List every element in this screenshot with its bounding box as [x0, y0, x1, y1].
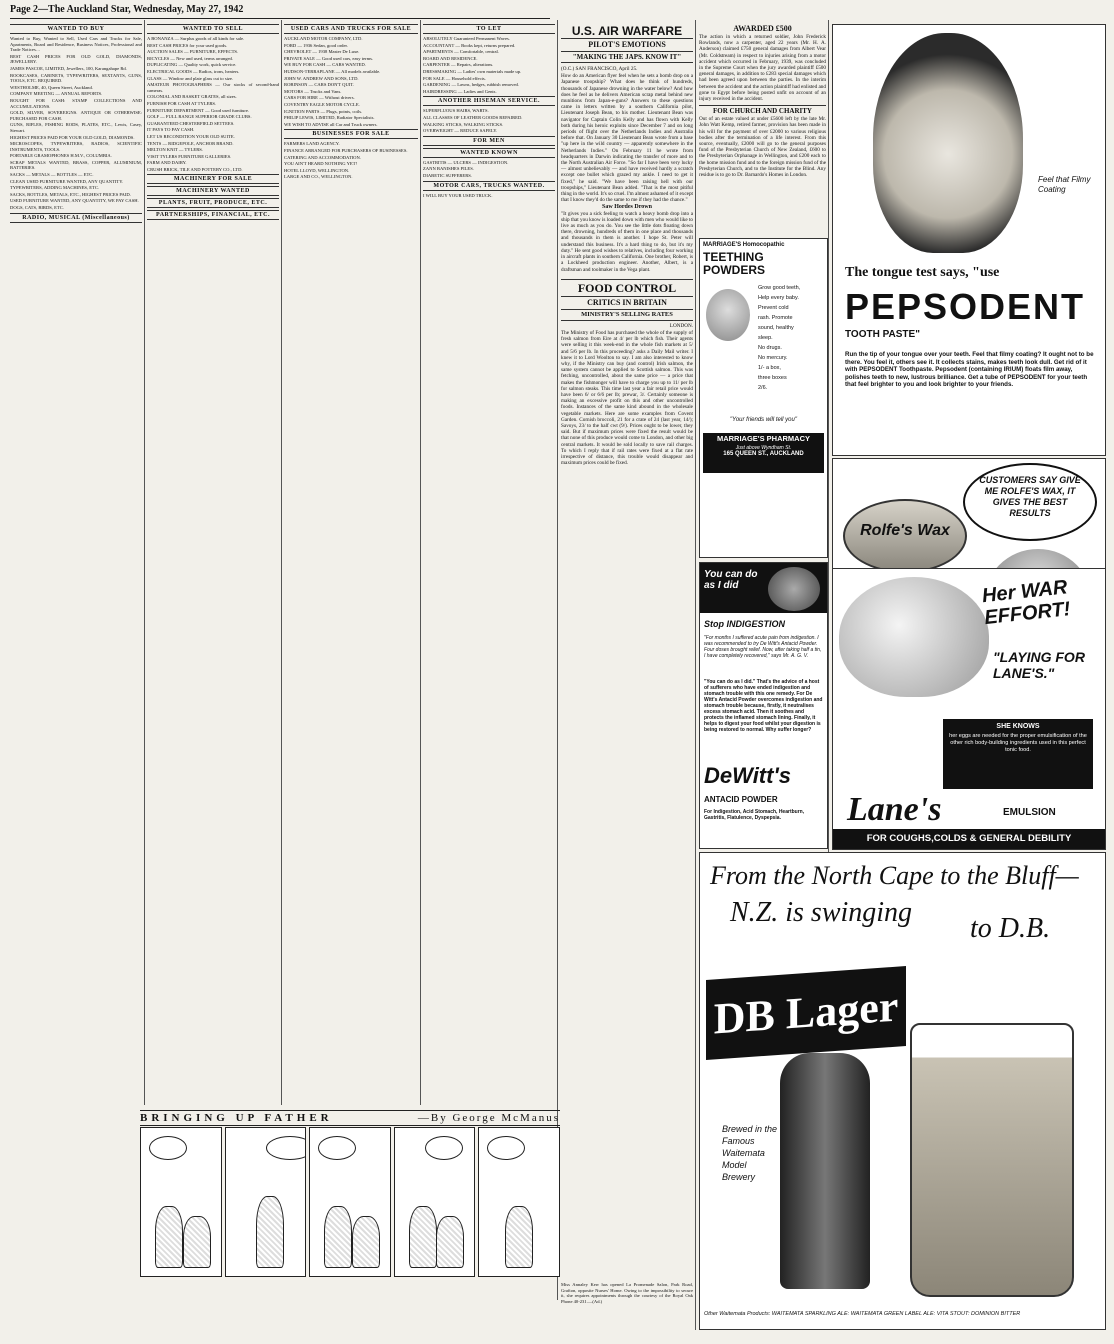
- db-line2b: to D.B.: [970, 913, 1051, 944]
- article-title: FOOD CONTROL: [561, 279, 693, 296]
- classified-item: HOTEL LLOYD, WELLINGTON.: [284, 167, 350, 173]
- classified-item: DRESSMAKING — Ladies' own materials made up.: [423, 68, 522, 74]
- classified-item: COVENTRY EAGLE MOTOR CYCLE.: [284, 101, 360, 107]
- ad-product: TEETHING POWDERS: [703, 250, 766, 277]
- classified-item: WE BUY FOR CASH — CARS WANTED.: [284, 62, 366, 68]
- classified-item: AMATEUR PHOTOGRAPHERS — Our stocks of second-hand cameras.: [147, 82, 279, 93]
- lanes-headline: Her WAR EFFORT!: [981, 576, 1072, 630]
- section-heading: MACHINERY WANTED: [147, 186, 279, 196]
- ad-line: 1/- a box,: [758, 365, 781, 371]
- dewitts-product: ANTACID POWDER: [704, 795, 778, 804]
- hen-illustration: [839, 577, 989, 697]
- article-body: The Ministry of Food has purchased the whole of the supply of fresh salmon from Eire at 4/ per lb which fish. Their agents were selling it this week-end in the whole fish markets at 5/ and 5/6 per lb. In this proceeding? asks a Daily Mail writer. I knew it to Lord Woolton to say. I am also interested to know why, if the Ministry can buy (and control) Irish salmon, the same system cannot be applied to Scottish salmon. This was fetching, uncontrolled, about the same price — a price that makes the fishmonger will have to charge you up to 11/ per lb for salmon steaks. This time last year a fair retail price would have been 6/ or 6/6 per lb; prewar, 3/. Certainly someone is making an excessive profit on this and other uncontrolled foods. Instances of the same kind abound in the wholesale vegetable markets. Here are some examples from Covent Garden. Cornish broccoli, 21 for a crate of 24 (last year, 14/); Savoys, 23/ to the half cwt (9/). Prices ought to be lower, they said. But if maximum prices were fixed the result would be that none of this produce would come to London, and other big central markets. It would be sold locally to save rail charges. To which I reply that if rail rates were fixed at a flat rate irrespective of distance, this trouble would disappear and maximum prices could be fixed.: [561, 329, 693, 467]
- classified-item: FURNITURE DEPARTMENT — Good used furniture.: [147, 107, 250, 113]
- classified-item: WESTHOLME, 40, Queen Street, Auckland.: [10, 84, 93, 90]
- notice-body: Out of an estate valued at under £5600 left by the late Mr. John Watt Kemp, retired farmer, provision has been made in his will for the payment of over £2000 to various religious bodies after the termination of a life interest. From this source, eventually, £2000 will go to the general purposes fund of the Presbyterian Church of New Zealand, £600 to the Presbyterian Orphanage in Wellington, and £200 each to the home mission fund and to the foreign mission fund of the Presbyterian Church, and to the Institute for the Blind. Any residue is to go to Dr. Barnardo's Homes in London.: [699, 116, 826, 179]
- pepsodent-sub: TOOTH PASTE": [845, 329, 920, 340]
- comic-panel: [225, 1127, 307, 1277]
- rolfes-bubble: CUSTOMERS SAY GIVE ME ROLFE'S WAX, IT GIVES THE BEST RESULTS: [963, 463, 1097, 541]
- ad-title: MARRIAGE'S Homocopathic: [703, 242, 785, 248]
- classified-item: BOUGHT FOR CASH: STAMP COLLECTIONS AND ACCUMULATIONS.: [10, 97, 142, 109]
- ad-line: 2/6.: [758, 385, 768, 391]
- classified-item: MELTON KNIT — TYLERS.: [147, 147, 203, 153]
- classified-item: YOU AIN'T HEARD NOTHING YET!: [284, 161, 358, 167]
- classified-item: PORTABLE GRAMOPHONES H.M.V., COLUMBIA.: [10, 153, 112, 159]
- ad-footer: "Your friends will tell you": [730, 417, 797, 423]
- classified-item: BOOKCASES, CABINETS, TYPEWRITERS, SEXTANTS, GUNS, TOOLS, ETC. REQUIRED.: [10, 72, 142, 84]
- news-column-e: [561, 24, 693, 1280]
- db-line1: From the North Cape to the Bluff—: [710, 861, 1079, 890]
- section-heading: WANTED KNOWN: [423, 148, 555, 158]
- classifieds-column-a: [10, 22, 142, 1107]
- pharmacy-note: Just above Wyndham St.: [735, 445, 792, 451]
- comic-panel: [140, 1127, 222, 1277]
- rolfes-tin: Rolfe's Wax: [843, 499, 967, 573]
- classified-item: DIABETIC SUFFERERS.: [423, 172, 473, 178]
- classified-item: HUDSON-TERRAPLANE — All models available.: [284, 68, 381, 74]
- ad-line: sleep.: [758, 335, 773, 341]
- lanes-product: EMULSION: [1003, 807, 1056, 818]
- classified-item: GOLF — FULL RANGE SUPERIOR GRADE CLUBS.: [147, 114, 252, 120]
- classified-item: OVERWEIGHT — REDUCE SAFELY.: [423, 128, 498, 134]
- pepsodent-body: Run the tip of your tongue over your teeth. Feel that filmy coating? It ought not to be there. You feel it, others see it. It collects stains, makes teeth look dull. Get rid of it with PEPSODENT Toothpaste. Pepsodent (containing IRIUM) floats film away, polishes teeth to new, lustrous brilliance. Get a tube of PEPSODENT for your teeth that feel brighter to you and look brighter to your friends.: [845, 351, 1094, 389]
- kerr-notice: [561, 1282, 693, 1322]
- classified-item: DUPLICATING — Quality work, quick service.: [147, 62, 237, 68]
- column-rule: [695, 20, 696, 1330]
- article-body: "It gives you a sick feeling to watch a heavy bomb drop into a ship that you know is loaded down with men who would like to live as much as you do. You see the little dots floating down there, drowning, hundreds of them in one place and thousands and thousands in them is another. I hope St. Peter will understand this business. It's a hard thing to do, but it's my duty." He sent good wishes to relatives, including four working in aircraft plants in southern California. One brother, Robert, is a Lockheed production engineer. Another, Albert, is a draftsman and toolmaker in the Vega plant.: [561, 210, 693, 273]
- db-brand: DB Lager: [706, 966, 906, 1060]
- dewitts-quote: "For months I suffered acute pain from indigestion. I was recommended to try De Witt's Antacid Powder. Four doses brought relief. Now, after taking half a tin, I have completely recovered," says Mr. A. G. V.: [704, 635, 822, 659]
- section-heading: PLANTS, FRUIT, PRODUCE, ETC.: [147, 198, 279, 208]
- lanes-footer: FOR COUGHS,COLDS & GENERAL DEBILITY: [833, 829, 1105, 849]
- classified-item: IT PAYS TO PAY CASH.: [147, 127, 195, 133]
- lanes-brand: Lane's: [847, 791, 942, 828]
- classified-item: ZANN BANISHES PILES.: [423, 166, 474, 172]
- section-heading: WANTED TO BUY: [10, 24, 142, 34]
- section-heading: PARTNERSHIPS, FINANCIAL, ETC.: [147, 210, 279, 220]
- classified-item: TENTS — RIDGEPOLE, ANCHOR BRAND.: [147, 140, 234, 146]
- classified-item: BEST CASH PRICES FOR OLD GOLD, DIAMONDS, JEWELLERY.: [10, 53, 142, 65]
- classified-item: FINANCE ARRANGED FOR PURCHASERS OF BUSINESSES.: [284, 147, 408, 153]
- news-column-f: [699, 24, 826, 236]
- classified-item: WE WISH TO ADVISE all Car and Truck owners.: [284, 121, 378, 127]
- ad-line: No drugs.: [758, 345, 782, 351]
- pharmacy-box: [703, 433, 824, 473]
- classified-item: ABSOLUTELY Guaranteed Permanent Waves.: [423, 36, 510, 41]
- article-subtitle: PILOT'S EMOTIONS: [561, 38, 693, 51]
- classified-item: LARGE AND CO., WELLINGTON.: [284, 174, 353, 180]
- classified-item: HIGHEST PRICES PAID FOR YOUR OLD GOLD, DIAMONDS.: [10, 134, 135, 140]
- classified-item: CLEAN USED FURNITURE WANTED, ANY QUANTITY.: [10, 178, 124, 184]
- classified-item: VISIT TYLERS FURNITURE GALLERIES.: [147, 153, 232, 159]
- man-illustration: [768, 567, 820, 611]
- notice-body: The action in which a returned soldier, John Frederick Rowlands, now a carpenter, aged 22 years (Mr. H. A. Anderson) claimed £750 general damages from Albert Vear (Mr. Coldstream) in respect to injuries arising from a motor accident which occurred in February, 1939, was concluded in the Supreme Court when the jury awarded plaintiff £500 general damages, in addition to £283 special damages which had been agreed upon between the parties. In the interim between the accident and the action plaintiff had enlisted and gone to Egypt before being posted unfit on account of an injury received in the accident.: [699, 34, 826, 103]
- classified-item: COLONIAL AND BASKET GRATES, all sizes.: [147, 94, 237, 100]
- classified-item: TYPEWRITERS, ADDING MACHINES, ETC.: [10, 185, 100, 191]
- classified-item: JAMES PASCOE, LIMITED, Jewellers, 100, Karangahape Rd.: [10, 65, 127, 71]
- ad-line: sound, healthy: [758, 325, 794, 331]
- article-subhead: Saw Hordes Drown: [602, 204, 652, 211]
- section-heading: BUSINESSES FOR SALE: [284, 129, 418, 139]
- section-heading: MACHINERY FOR SALE: [147, 174, 279, 184]
- column-rule: [144, 20, 145, 1105]
- classified-item: FOR SALE — Household effects.: [423, 75, 486, 81]
- dewitts-top: You can do as I did: [704, 569, 758, 591]
- classified-item: CARS FOR HIRE — Without drivers.: [284, 95, 355, 101]
- lanes-sub: "LAYING FOR LANE'S.": [993, 649, 1085, 681]
- lanes-she-knows: SHE KNOWS: [996, 723, 1040, 730]
- classified-item: FARM AND DAIRY.: [147, 160, 187, 166]
- kerr-notice-text: Miss Annaley Kerr has opened La Promenade Salon, Park Road, Grafton, opposite Nurses' Home. Owing to the impossibility to secure it, she requires appointments through the courtesy of the Royal Oak Phone 40-231.—(Ad.): [561, 1282, 693, 1304]
- lanes-box: [943, 719, 1093, 789]
- pharmacy-address: 165 QUEEN ST., AUCKLAND: [723, 451, 804, 457]
- section-heading: MOTOR CARS, TRUCKS WANTED.: [423, 181, 555, 191]
- classified-item: WALKING STICKS, WALKING STICKS.: [423, 121, 504, 127]
- baby-illustration: [706, 289, 750, 341]
- comic-panel: [478, 1127, 560, 1277]
- classified-item: HAIRDRESSING — Ladies and Gents.: [423, 88, 497, 94]
- comic-title-text: BRINGING UP FATHER: [140, 1112, 333, 1124]
- lanes-body: her eggs are needed for the proper emulsification of the other rich body-building ingredients used in this perfect tonic food.: [949, 733, 1087, 753]
- ad-pepsodent: [832, 24, 1106, 456]
- dewitts-stop: Stop INDIGESTION: [704, 619, 785, 629]
- classified-item: AUCKLAND MOTOR COMPANY, LTD.: [284, 36, 363, 41]
- classified-item: ACCOUNTANT — Books kept, returns prepared.: [423, 42, 516, 48]
- classified-item: BEST CASH PRICES for your used goods.: [147, 42, 228, 48]
- dewitts-brand: DeWitt's: [704, 763, 791, 788]
- classified-item: GLASS — Window and plate glass cut to size.: [147, 75, 234, 81]
- classified-item: A BONANZA — Surplus goods of all kinds for sale.: [147, 36, 245, 41]
- ad-lines: [758, 283, 824, 393]
- pharmacy-name: MARRIAGE'S PHARMACY: [716, 434, 811, 443]
- comic-panel: [394, 1127, 476, 1277]
- classified-item: SCRAP METALS WANTED, BRASS, COPPER, ALUMINIUM, BATTERIES.: [10, 159, 142, 171]
- beer-glass: [910, 1023, 1074, 1297]
- article-subtitle: CRITICS IN BRITAIN: [561, 296, 693, 309]
- classified-item: ALL CLASSES OF LEATHER GOODS REPAIRED.: [423, 114, 523, 120]
- comic-byline: —By George McManus: [417, 1112, 560, 1124]
- section-heading: FOR MEN: [423, 136, 555, 146]
- classified-item: GUNS, RIFLES, FISHING RODS, PLATES, ETC., Lewis, Casey, Stewart.: [10, 122, 142, 133]
- notice-title: FOR CHURCH AND CHARITY: [699, 105, 826, 116]
- section-heading: RADIO, MUSICAL (Miscellaneous): [10, 213, 142, 223]
- article-dateline: (O.C.) SAN FRANCISCO, April 25.: [561, 66, 638, 72]
- classified-item: CRUSH BRICK, TILE AND POTTERY CO., LTD.: [147, 166, 243, 172]
- page-header: Page 2—The Auckland Star, Wednesday, May 27, 1942: [10, 4, 550, 19]
- ad-marriages: [699, 238, 828, 558]
- pepsodent-tagline: The tongue test says, "use: [845, 265, 1000, 280]
- classifieds-column-b: [147, 22, 279, 1107]
- comic-panel: [309, 1127, 391, 1277]
- ad-db-lager: [699, 852, 1106, 1330]
- ad-line: No mercury.: [758, 355, 788, 361]
- article-dateline: LONDON.: [669, 322, 693, 329]
- classified-item: JOHN W. ANDREW AND SONS, LTD.: [284, 75, 359, 81]
- ad-dewitts: [699, 562, 828, 849]
- classified-item: PHILIP LEWIS, LIMITED, Radiator Specialists.: [284, 115, 375, 121]
- ad-line: Help every baby.: [758, 295, 799, 301]
- section-heading: USED CARS AND TRUCKS FOR SALE: [284, 24, 418, 34]
- classified-item: BICYCLES — New and used, terms arranged.: [147, 55, 233, 61]
- classified-item: DOGS, CATS, BIRDS, ETC.: [10, 205, 64, 211]
- section-heading: ANOTHER HISEMAN SERVICE.: [423, 96, 555, 106]
- classified-item: CHEVROLET — 1938 Master De Luxe.: [284, 49, 360, 55]
- db-body: Brewed in the Famous Waitemata Model Brewery: [722, 1124, 778, 1182]
- beer-bottle: [780, 1053, 870, 1289]
- dewitts-body: "You can do as I did." That's the advice of a host of sufferers who have ended indigestion and stomach trouble with this one remedy. For De Witt's Antacid Powder overcomes indigestion and stomach trouble because, firstly, it neutralises excess stomach acid. Then it soothes and protects the inflamed stomach lining. Finally, it helps to digest your food whilst your digestion is being restored to normal. Why suffer longer?: [704, 679, 823, 733]
- pepsodent-brand: PEPSODENT: [845, 286, 1086, 327]
- classified-item: PRIVATE SALE — Good used cars, easy terms.: [284, 55, 374, 61]
- ad-line: Grow good teeth,: [758, 285, 801, 291]
- column-rule: [557, 20, 558, 1300]
- classified-item: MICROSCOPES, TYPEWRITERS, RADIOS, SCIENTIFIC INSTRUMENTS, TOOLS.: [10, 141, 142, 152]
- comic-title: [140, 1110, 560, 1126]
- classified-item: USED FURNITURE WANTED, ANY QUANTITY, WE PAY CASH.: [10, 198, 139, 204]
- column-rule: [281, 20, 282, 1105]
- woman-illustration: [873, 33, 1023, 253]
- pepsodent-caption: Feel that Filmy Coating: [1038, 175, 1091, 194]
- classified-intro: Wanted to Buy, Wanted to Sell, Used Cars and Trucks for Sale, Apartments, Board and Residence, Business Notices, Professional and Trade Notices…: [10, 36, 142, 53]
- ad-lanes: [832, 568, 1106, 850]
- classified-item: SACKS, BOTTLES, METALS, ETC., HIGHEST PRICES PAID.: [10, 191, 131, 197]
- classified-item: MOTORS — Trucks and Vans.: [284, 88, 342, 94]
- classified-item: COMPANY MEETING — ANNUAL REPORTS.: [10, 91, 103, 97]
- classified-item: FARMERS LAND AGENCY.: [284, 141, 340, 147]
- classified-item: SACKS — METALS — BOTTLES — ETC.: [10, 172, 94, 178]
- classified-item: GARDENING — Lawns, hedges, rubbish removed.: [423, 82, 519, 88]
- article-title: U.S. AIR WARFARE: [571, 24, 683, 38]
- classified-item: CATERING AND ACCOMMODATION.: [284, 154, 361, 160]
- classified-item: BOARD AND RESIDENCE.: [423, 55, 478, 61]
- dewitts-uses: For Indigestion, Acid Stomach, Heartburn, Gastritis, Flatulence, Dyspepsia.: [704, 809, 805, 821]
- classified-item: FURNISH FOR CASH AT TYLERS.: [147, 100, 217, 106]
- classifieds-column-c: [284, 22, 418, 1107]
- classifieds-column-d: [423, 22, 555, 1107]
- section-heading: WANTED TO SELL: [147, 24, 279, 34]
- classified-item: GASTRITIS — ULCERS — INDIGESTION.: [423, 159, 509, 165]
- db-line2a: N.Z. is swinging: [730, 897, 913, 928]
- comic-strip: [140, 1127, 560, 1277]
- section-heading: TO LET: [423, 24, 555, 34]
- classified-item: GUARANTEED CHESTERFIELD SETTEES.: [147, 120, 235, 126]
- classified-item: ROBINSON — CARS DON'T QUIT.: [284, 82, 354, 88]
- column-rule: [420, 20, 421, 1105]
- ad-line: three boxes: [758, 375, 787, 381]
- classified-item: LET US RECONDITION YOUR OLD SUITE.: [147, 133, 235, 139]
- article-quote: "MAKING THE JAPS. KNOW IT": [561, 51, 693, 63]
- classified-item: AUCTION SALES — FURNITURE, EFFECTS.: [147, 49, 239, 55]
- classified-item: APARTMENTS — Comfortable, central.: [423, 49, 499, 55]
- article-body: How do an American flyer feel when he sets a bomb drop on a Japanese troopship? What does he think of hundreds, thousands of Japanese drowning in the water below? And how does he feel as he delivers American scrap metal behind new munitions from Japan-e-guns? Answers to these questions came in letters written by a southern California pilot, Lieutenant Joseph Bean, to his mother. Lieutenant Bean was navigator for Captain Colin Kelly and has flown with Kelly both during his heroic exploits since December 7 and on long periods of flight over the Netherlands Indies and Australia before that. On January 30 Lieutenant Bean wrote from a base "up here in the wild country — apparently somewhere in the Netherlands Indies." On February 11 he wrote from headquarters in Darwin indicating the transfer of more and to the North Australian Air Force. "So far I have been very lucky — almost unbelievably — and have received hardly a scratch except one bullet which grazed my ankle. I need to get it fixed," he said. "We have been raising hell with our troopships," Lieutenant Bean added. "That is the most pitiful thing in the world. It's so cruel. I'm almost ashamed of it except that I know they'd do the same to me if they had the chance.": [561, 73, 693, 204]
- notice-title: AWARDED £500: [733, 24, 792, 33]
- ad-line: Prevent cold: [758, 305, 789, 311]
- classified-item: ELECTRICAL GOODS — Radios, irons, heaters.: [147, 68, 240, 74]
- article-subhead: MINISTRY'S SELLING RATES: [561, 309, 693, 321]
- classified-item: CARPENTER — Repairs, alterations.: [423, 62, 494, 68]
- classified-item: FORD — 1936 Sedan, good order.: [284, 42, 348, 48]
- ad-line: rash. Promote: [758, 315, 793, 321]
- classified-item: IGNITION PARTS — Plugs, points, coils.: [284, 108, 363, 114]
- classified-item: GOLD, SILVER, SOVEREIGNS. ANTIQUE OR OTHERWISE: PURCHASED FOR CASH.: [10, 110, 142, 121]
- classified-item: SUPERFLUOUS HAIRS, WARTS.: [423, 108, 489, 114]
- classified-item: I WILL BUY YOUR USED TRUCK.: [423, 192, 493, 198]
- db-footer: Other Waitemata Products: WAITEMATA SPARKLING ALE: WAITEMATA GREEN LABEL ALE: VITA STOUT: DOMINION BITTER: [704, 1311, 1021, 1317]
